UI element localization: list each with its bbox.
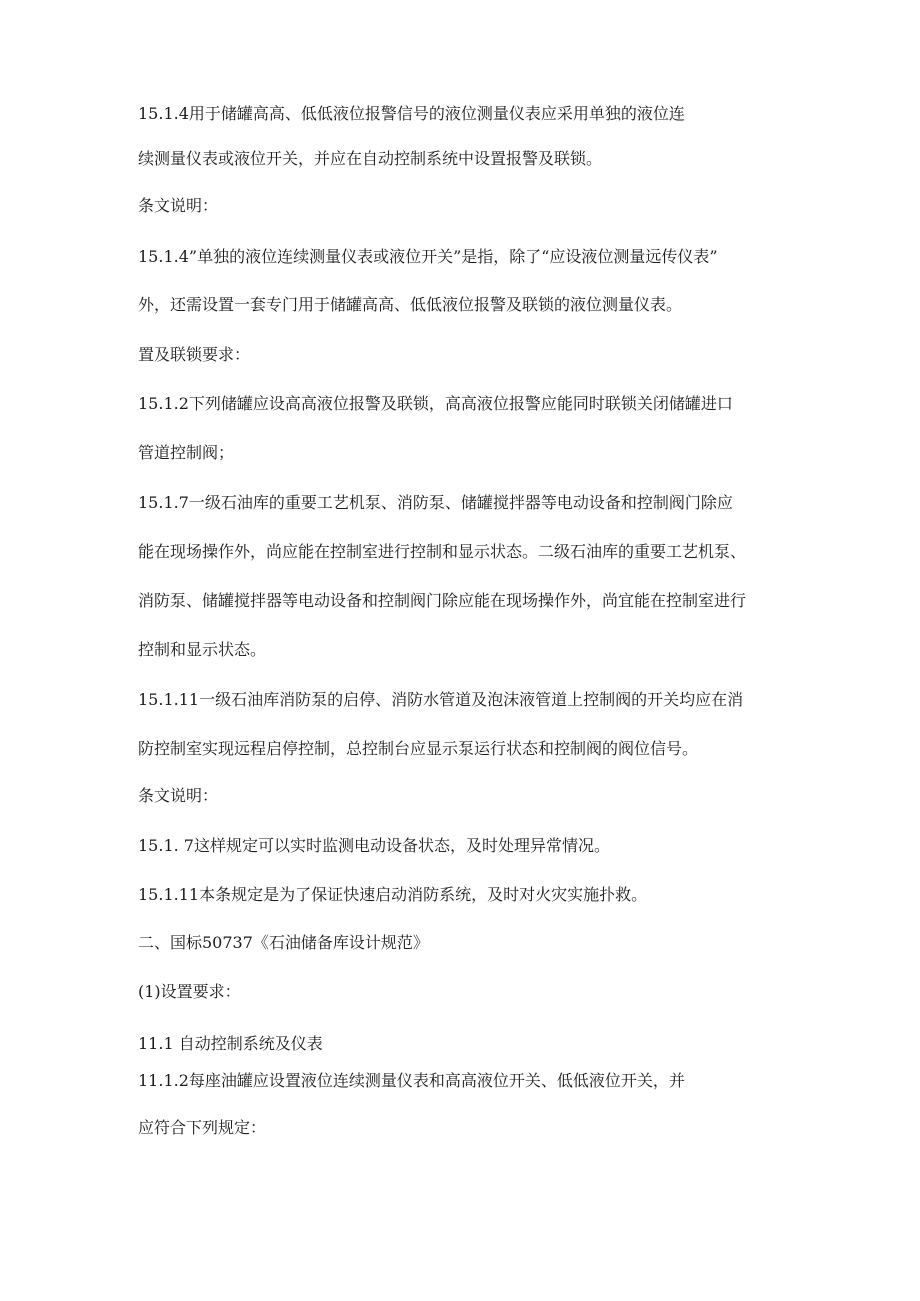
subsection-heading-requirements: (1)设置要求： [138,982,241,1001]
clause-15-1-11-line-1: 15.1.11一级石油库消防泵的启停、消防水管道及泡沫液管道上控制阀的开关均应在消 [138,690,744,709]
clause-15-1-7-line-2: 能在现场操作外，尚应能在控制室进行控制和显示状态。二级石油库的重要工艺机泵、 [138,542,747,561]
clause-15-1-4-line-1: 15.1.4用于储罐高高、低低液位报警信号的液位测量仪表应采用单独的液位连 [138,104,685,123]
clause-15-1-2-line-1: 15.1.2下列储罐应设高高液位报警及联锁，高高液位报警应能同时联锁关闭储罐进口 [138,394,733,413]
clause-15-1-11-line-2: 防控制室实现远程启停控制，总控制台应显示泵运行状态和控制阀的阀位信号。 [138,739,699,758]
clause-11-1-2-line-2: 应符合下列规定： [138,1118,267,1137]
explanation-heading: 条文说明： [138,196,219,215]
clause-11-1-2-line-1: 11.1.2每座油罐应设置液位连续测量仪表和高高液位开关、低低液位开关，并 [138,1071,685,1090]
section-heading-gb50737: 二、国标50737《石油储备库设计规范》 [138,933,429,952]
interlock-heading: 置及联锁要求： [138,345,251,364]
explanation-heading-2: 条文说明： [138,786,219,805]
explanation-15-1-7: 15.1. 7这样规定可以实时监测电动设备状态，及时处理异常情况。 [138,836,610,855]
clause-15-1-7-line-1: 15.1.7一级石油库的重要工艺机泵、消防泵、储罐搅拌器等电动设备和控制阀门除应 [138,493,733,512]
clause-11-1-title: 11.1 自动控制系统及仪表 [138,1034,323,1053]
clause-15-1-2-line-2: 管道控制阀； [138,443,235,462]
explanation-15-1-4-line-1: 15.1.4”单独的液位连续测量仪表或液位开关”是指，除了“应设液位测量远传仪表” [138,247,718,266]
explanation-15-1-11: 15.1.11本条规定是为了保证快速启动消防系统，及时对火灾实施扑救。 [138,885,648,904]
explanation-15-1-4-line-2: 外，还需设置一套专门用于储罐高高、低低液位报警及联锁的液位测量仪表。 [138,295,683,314]
clause-15-1-4-line-2: 续测量仪表或液位开关，并应在自动控制系统中设置报警及联锁。 [138,149,603,168]
clause-15-1-7-line-4: 控制和显示状态。 [138,640,267,659]
clause-15-1-7-line-3: 消防泵、储罐搅拌器等电动设备和控制阀门除应能在现场操作外，尚宜能在控制室进行 [138,591,747,610]
